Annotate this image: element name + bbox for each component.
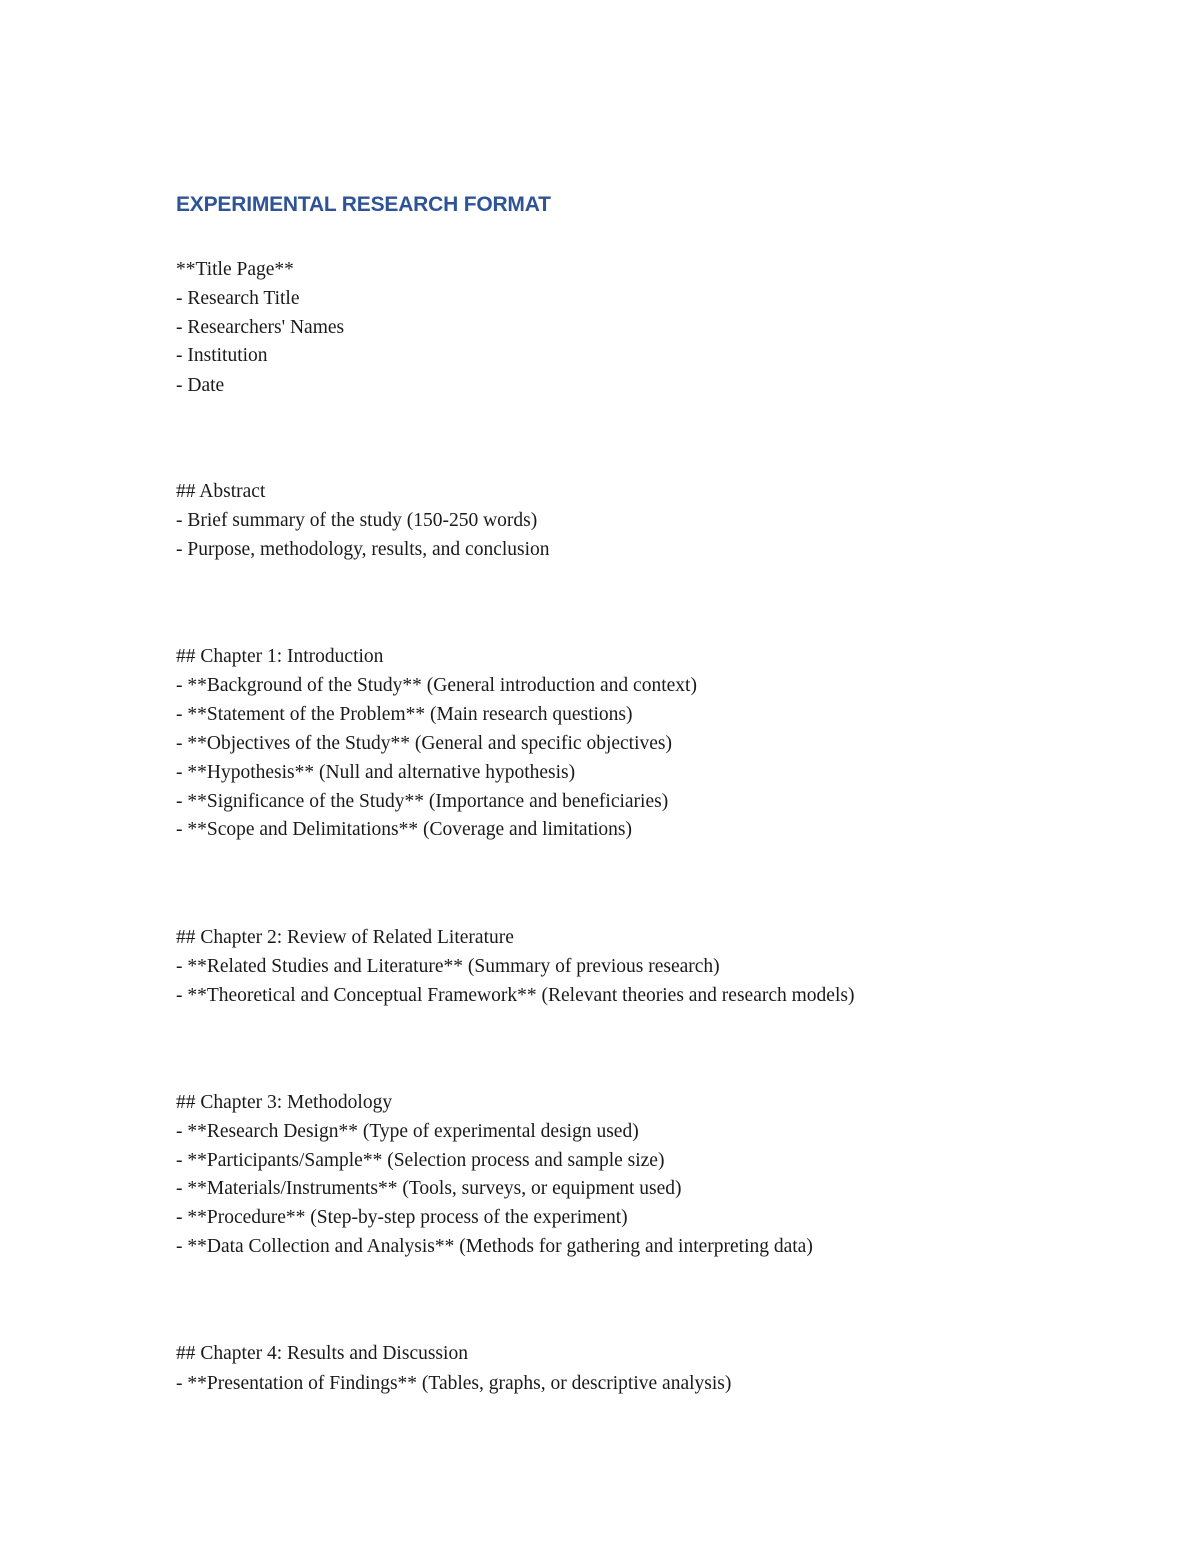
chapter-1-heading: ## Chapter 1: Introduction [176,646,384,667]
chapter-1-item: - **Hypothesis** (Null and alternative hypothesis) [176,762,576,783]
chapter-1-item: - **Statement of the Problem** (Main research questions) [176,704,633,725]
title-page-item: - Research Title [176,288,300,309]
title-page-item: - Researchers' Names [176,317,345,338]
chapter-3-item: - **Data Collection and Analysis** (Methods for gathering and interpreting data) [176,1236,813,1257]
chapter-2-item: - **Theoretical and Conceptual Framework** (Relevant theories and research models) [176,985,855,1006]
chapter-1-item: - **Objectives of the Study** (General and specific objectives) [176,733,673,754]
chapter-3-heading: ## Chapter 3: Methodology [176,1092,393,1113]
chapter-3-item: - **Materials/Instruments** (Tools, surveys, or equipment used) [176,1178,682,1199]
chapter-4-heading: ## Chapter 4: Results and Discussion [176,1343,468,1364]
title-page-item: - Institution [176,345,268,366]
chapter-4-item: - **Presentation of Findings** (Tables, graphs, or descriptive analysis) [176,1373,732,1394]
chapter-2-heading: ## Chapter 2: Review of Related Literature [176,927,514,948]
abstract-heading: ## Abstract [176,481,266,502]
chapter-3-item: - **Research Design** (Type of experimental design used) [176,1121,639,1142]
abstract-item: - Purpose, methodology, results, and conclusion [176,539,550,560]
document-title: EXPERIMENTAL RESEARCH FORMAT [176,193,551,216]
chapter-1-item: - **Significance of the Study** (Importance and beneficiaries) [176,791,669,812]
title-page-item: - Date [176,375,225,396]
title-page-heading: **Title Page** [176,259,294,280]
chapter-1-item: - **Background of the Study** (General introduction and context) [176,675,697,696]
chapter-1-item: - **Scope and Delimitations** (Coverage and limitations) [176,819,632,840]
abstract-item: - Brief summary of the study (150-250 words) [176,510,538,531]
chapter-3-item: - **Procedure** (Step-by-step process of the experiment) [176,1207,628,1228]
chapter-2-item: - **Related Studies and Literature** (Summary of previous research) [176,956,720,977]
chapter-3-item: - **Participants/Sample** (Selection process and sample size) [176,1150,665,1171]
